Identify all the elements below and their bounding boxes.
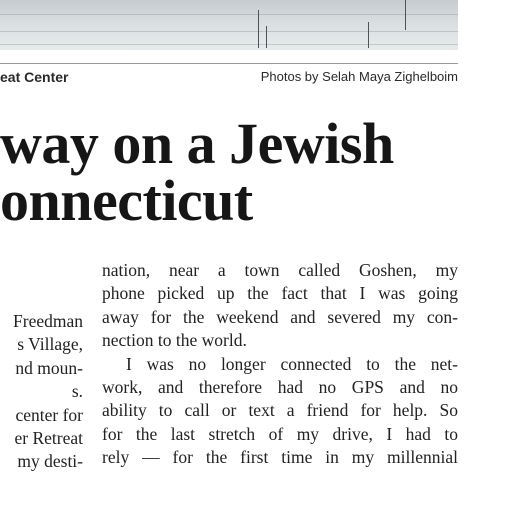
left-text-column bbox=[0, 310, 83, 474]
column-line: my desti- bbox=[17, 451, 83, 472]
column-line: center for bbox=[15, 404, 83, 425]
caption-divider bbox=[0, 63, 458, 64]
main-text-column bbox=[102, 259, 458, 470]
column-line: s. bbox=[71, 381, 83, 402]
body-line: work, and therefore had no GPS and no bbox=[102, 376, 458, 397]
column-line: er Retreat bbox=[14, 428, 83, 449]
headline-line-1: way on a Jewish bbox=[0, 111, 394, 176]
column-line: nd moun- bbox=[15, 357, 83, 378]
reed-stalk bbox=[258, 10, 259, 48]
body-line: nation, near a town called Goshen, my bbox=[102, 260, 458, 280]
ice-line bbox=[0, 14, 458, 15]
body-line: for the last stretch of my drive, I had to bbox=[102, 423, 458, 444]
body-line: rely — for the first time in my millennial bbox=[102, 447, 458, 468]
body-line: I was no longer connected to the net- bbox=[126, 353, 458, 374]
reed-stalk bbox=[266, 26, 267, 48]
reed-stalk bbox=[368, 22, 369, 48]
column-line: Freedman bbox=[13, 311, 83, 331]
body-line: ability to call or text a friend for help. So bbox=[102, 400, 458, 421]
article-photo bbox=[0, 0, 458, 50]
body-line: nection to the world. bbox=[102, 330, 247, 351]
body-line: phone picked up the fact that I was going bbox=[102, 283, 458, 304]
photo-credit: Photos by Selah Maya Zighelboim bbox=[260, 69, 458, 84]
reed-stalk bbox=[405, 0, 406, 30]
ice-line bbox=[0, 44, 458, 45]
ice-line bbox=[0, 31, 458, 32]
body-line: away for the weekend and severed my con- bbox=[102, 306, 458, 327]
photo-location-caption: eat Center bbox=[0, 69, 69, 85]
column-line: s Village, bbox=[17, 334, 83, 355]
headline-line-2: onnecticut bbox=[0, 168, 253, 233]
